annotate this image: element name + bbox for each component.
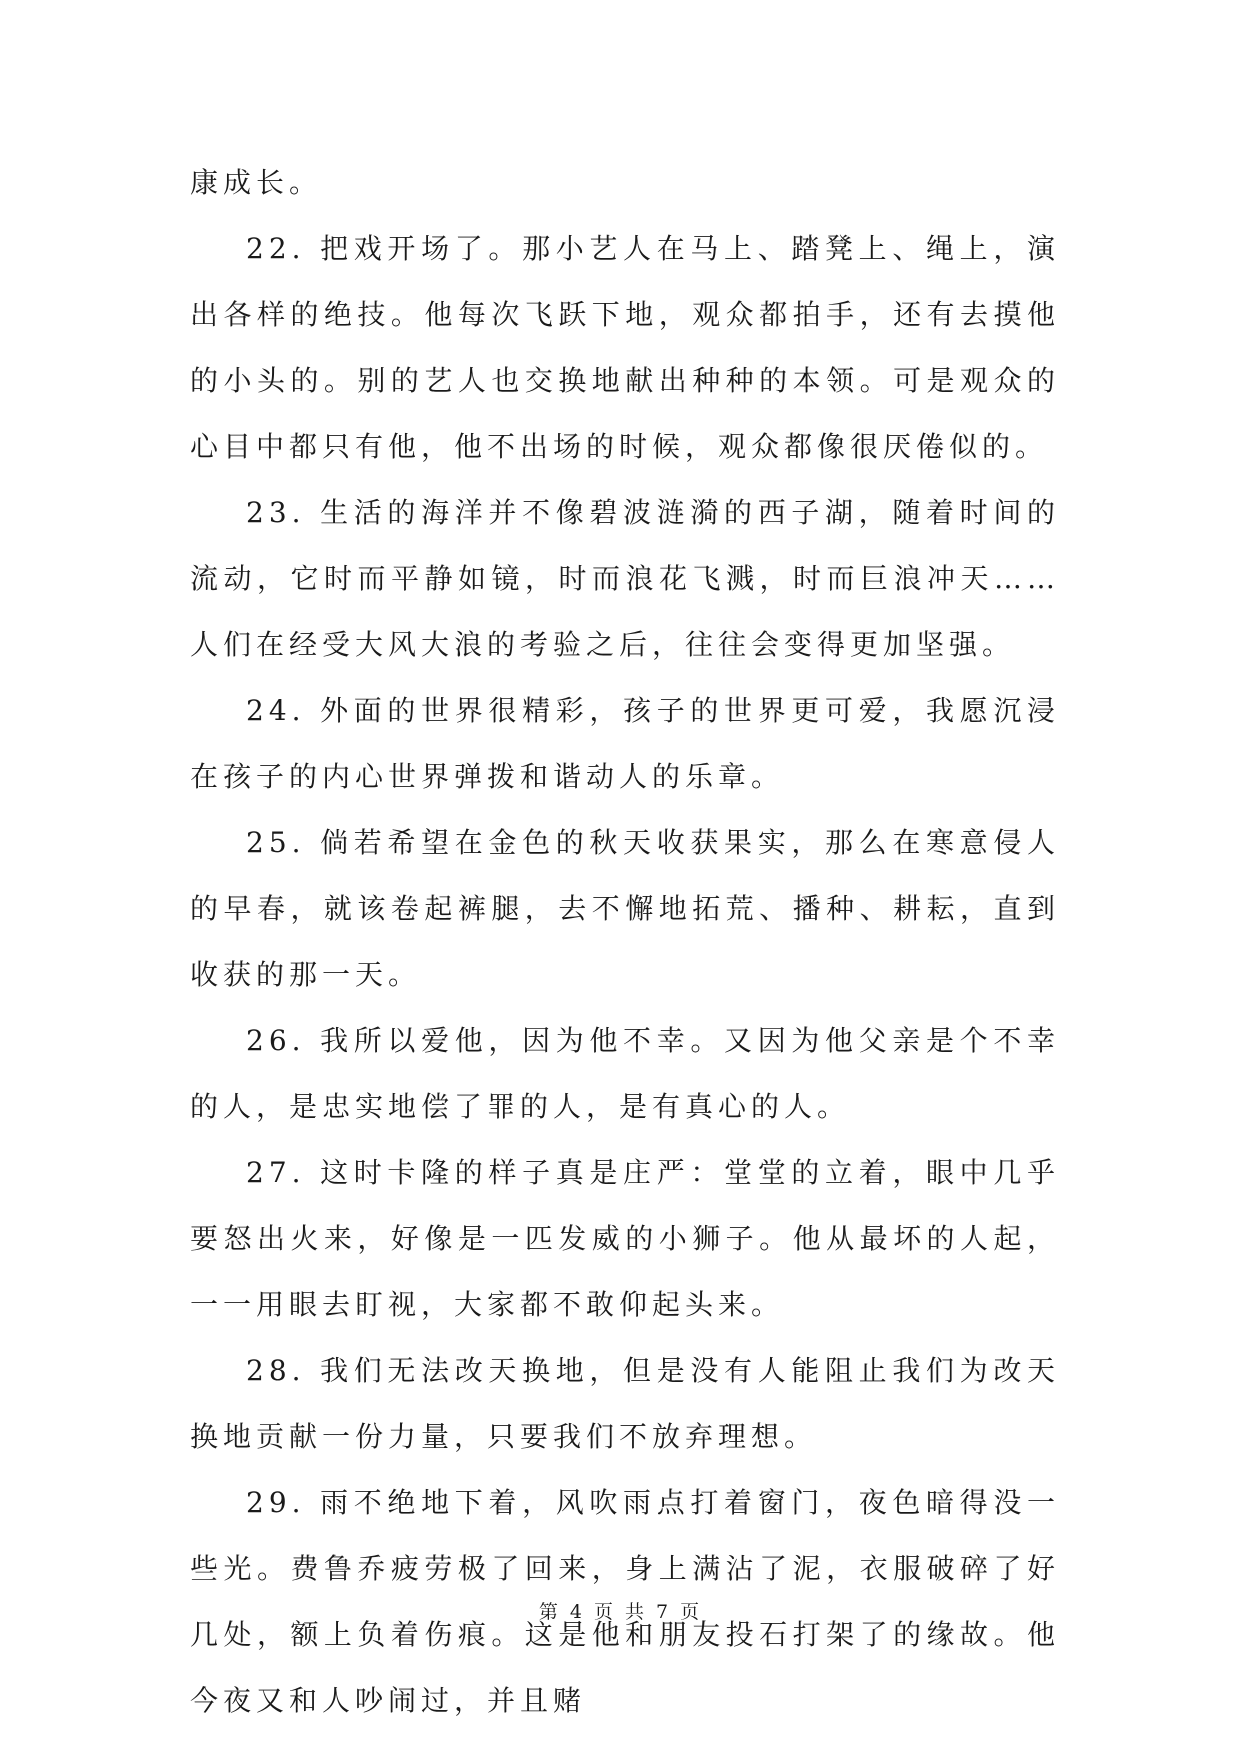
paragraph-23: 23. 生活的海洋并不像碧波涟漪的西子湖，随着时间的流动，它时而平静如镜，时而浪花飞溅，时而巨浪冲天……人们在经受大风大浪的考验之后，往往会变得更加坚强。 [190,496,1060,661]
paragraph-27: 27. 这时卡隆的样子真是庄严：堂堂的立着，眼中几乎要怒出火来，好像是一匹发威的小狮子。他从最坏的人起，一一用眼去盯视，大家都不敢仰起头来。 [190,1156,1060,1321]
page-footer: 第 4 页 共 7 页 [538,1601,703,1623]
paragraph-26: 26. 我所以爱他，因为他不幸。又因为他父亲是个不幸的人，是忠实地偿了罪的人，是有真心的人。 [190,1024,1060,1123]
paragraph-28: 28. 我们无法改天换地，但是没有人能阻止我们为改天换地贡献一份力量，只要我们不放弃理想。 [190,1354,1060,1453]
document-body [190,150,1060,1734]
paragraph-29: 29. 雨不绝地下着，风吹雨点打着窗门，夜色暗得没一些光。费鲁乔疲劳极了回来，身上满沾了泥，衣服破碎了好几处，额上负着伤痕。这是他和朋友投石打架了的缘故。他今夜又和人吵闹过，并且赌 [190,1486,1060,1717]
paragraph-25: 25. 倘若希望在金色的秋天收获果实，那么在寒意侵人的早春，就该卷起裤腿，去不懈地拓荒、播种、耕耘，直到收获的那一天。 [190,826,1060,991]
paragraph-24: 24. 外面的世界很精彩，孩子的世界更可爱，我愿沉浸在孩子的内心世界弹拨和谐动人的乐章。 [190,694,1060,793]
paragraph-22: 22. 把戏开场了。那小艺人在马上、踏凳上、绳上，演出各样的绝技。他每次飞跃下地，观众都拍手，还有去摸他的小头的。别的艺人也交换地献出种种的本领。可是观众的心目中都只有他，他不出场的时候，观众都像很厌倦似的。 [190,232,1060,463]
paragraph-continued: 康成长。 [190,166,323,199]
